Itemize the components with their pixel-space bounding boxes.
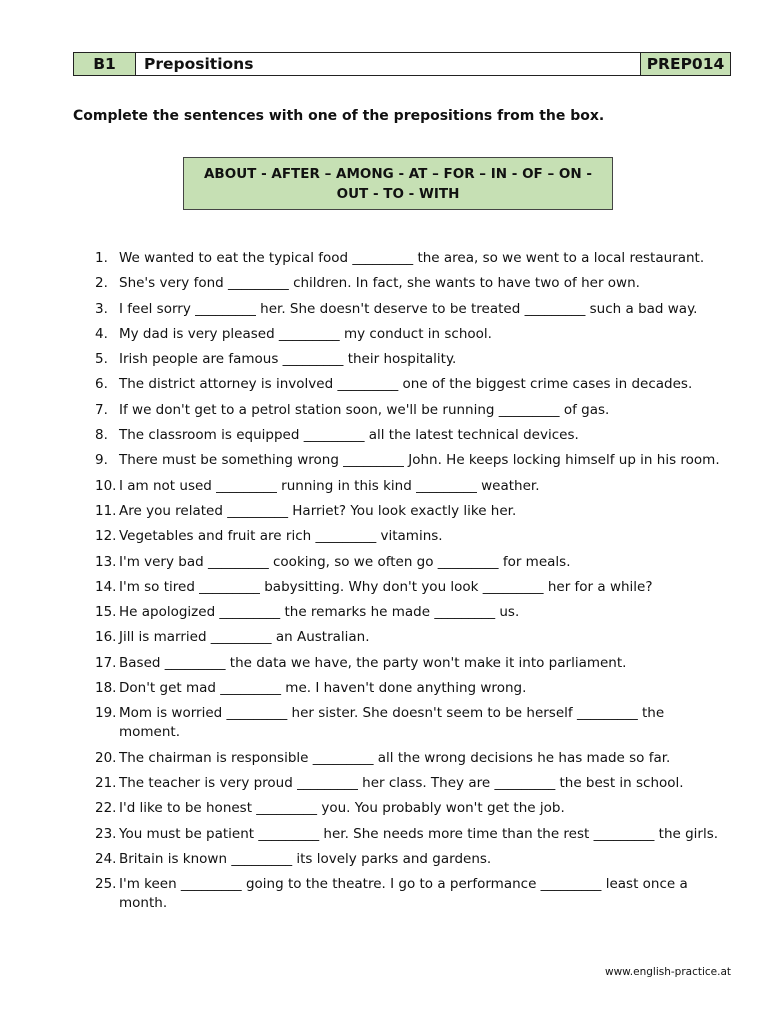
sentence-text: The teacher is very proud _________ her class. They are _________ the best in school.	[119, 774, 684, 791]
sentence-number: 6.	[95, 376, 108, 393]
sentence-item	[95, 825, 720, 844]
sentence-item	[95, 799, 720, 818]
sentence-item	[95, 350, 720, 369]
sentence-item	[95, 553, 720, 572]
sentence-item	[95, 375, 720, 394]
sentence-text: I am not used _________ running in this kind _________ weather.	[119, 477, 540, 494]
sentence-text: There must be something wrong _________ John. He keeps locking himself up in his room.	[119, 452, 720, 469]
sentence-number: 1.	[95, 250, 108, 266]
header-bar	[73, 52, 731, 76]
sentence-number: 18.	[95, 680, 117, 697]
sentence-item	[95, 578, 720, 597]
footer-url: www.english-practice.at	[604, 966, 731, 978]
sentence-number: 16.	[95, 629, 117, 646]
sentence-text: He apologized _________ the remarks he made _________ us.	[119, 604, 520, 621]
sentence-item	[95, 654, 720, 673]
sentence-item	[95, 249, 720, 268]
sentence-text: The district attorney is involved _________ one of the biggest crime cases in decades.	[119, 376, 693, 393]
sentence-number: 25.	[95, 876, 117, 893]
sentence-text: Jill is married _________ an Australian.	[119, 629, 370, 646]
sentence-number: 11.	[95, 502, 117, 519]
sentence-item	[95, 300, 720, 319]
sentence-text: Are you related _________ Harriet? You look exactly like her.	[119, 502, 517, 519]
sentence-number: 24.	[95, 850, 117, 867]
sentence-text: You must be patient _________ her. She needs more time than the rest _________ the girls.	[119, 825, 719, 842]
sentence-number: 12.	[95, 528, 117, 545]
sentence-item	[95, 401, 720, 420]
sentence-number: 21.	[95, 774, 117, 791]
sentence-number: 23.	[95, 825, 117, 842]
sentence-item	[95, 749, 720, 768]
sentence-text: I'm so tired _________ babysitting. Why don't you look _________ her for a while?	[119, 578, 653, 595]
sentence-number: 10.	[95, 477, 117, 494]
sentence-number: 2.	[95, 275, 108, 292]
sentence-item	[95, 502, 720, 521]
sentence-list	[95, 249, 720, 919]
sentence-number: 22.	[95, 800, 117, 817]
sentence-text: I'd like to be honest _________ you. You probably won't get the job.	[119, 800, 565, 817]
worksheet-code: PREP014	[641, 53, 730, 75]
sentence-item	[95, 850, 720, 869]
sentence-item	[95, 628, 720, 647]
sentence-number: 14.	[95, 578, 117, 595]
preposition-word-box	[183, 157, 613, 210]
sentence-item	[95, 451, 720, 470]
sentence-item	[95, 477, 720, 496]
sentence-number: 3.	[95, 300, 108, 317]
sentence-text: Britain is known _________ its lovely parks and gardens.	[119, 850, 492, 867]
worksheet-title: Prepositions	[136, 53, 641, 75]
sentence-item	[95, 274, 720, 293]
word-box-line-1: ABOUT - AFTER – AMONG - AT – FOR – IN - OF – ON -	[203, 165, 593, 182]
sentence-number: 5.	[95, 351, 108, 368]
sentence-text: I'm keen _________ going to the theatre. I go to a performance _________ least once a month.	[119, 876, 688, 912]
sentence-item	[95, 325, 720, 344]
sentence-number: 20.	[95, 749, 117, 766]
sentence-text: We wanted to eat the typical food _________ the area, so we went to a local restaurant.	[119, 250, 705, 266]
instruction-text: Complete the sentences with one of the prepositions from the box.	[73, 108, 605, 124]
sentence-number: 15.	[95, 604, 117, 621]
sentence-text: My dad is very pleased _________ my conduct in school.	[119, 325, 492, 342]
sentence-number: 19.	[95, 705, 117, 722]
sentence-text: Mom is worried _________ her sister. She doesn't seem to be herself _________ the moment.	[119, 705, 665, 741]
sentence-item	[95, 603, 720, 622]
sentence-item	[95, 679, 720, 698]
sentence-number: 9.	[95, 452, 108, 469]
word-box-line-2: OUT - TO - WITH	[336, 185, 460, 202]
sentence-text: Vegetables and fruit are rich _________ vitamins.	[119, 528, 443, 545]
sentence-text: She's very fond _________ children. In fact, she wants to have two of her own.	[119, 275, 640, 292]
sentence-text: Irish people are famous _________ their hospitality.	[119, 351, 457, 368]
sentence-text: If we don't get to a petrol station soon, we'll be running _________ of gas.	[119, 401, 610, 418]
sentence-item	[95, 704, 720, 742]
sentence-text: Based _________ the data we have, the party won't make it into parliament.	[119, 654, 627, 671]
sentence-number: 8.	[95, 427, 108, 444]
sentence-number: 17.	[95, 654, 117, 671]
sentence-text: I feel sorry _________ her. She doesn't deserve to be treated _________ such a bad way.	[119, 300, 698, 317]
level-badge: B1	[74, 53, 136, 75]
sentence-item	[95, 875, 720, 913]
sentence-text: I'm very bad _________ cooking, so we often go _________ for meals.	[119, 553, 571, 570]
sentence-text: The chairman is responsible _________ all the wrong decisions he has made so far.	[119, 749, 671, 766]
sentence-text: The classroom is equipped _________ all the latest technical devices.	[119, 427, 579, 444]
sentence-number: 4.	[95, 325, 108, 342]
sentence-item	[95, 426, 720, 445]
sentence-number: 7.	[95, 401, 108, 418]
sentence-text: Don't get mad _________ me. I haven't done anything wrong.	[119, 680, 527, 697]
sentence-number: 13.	[95, 553, 117, 570]
sentence-item	[95, 527, 720, 546]
sentence-item	[95, 774, 720, 793]
